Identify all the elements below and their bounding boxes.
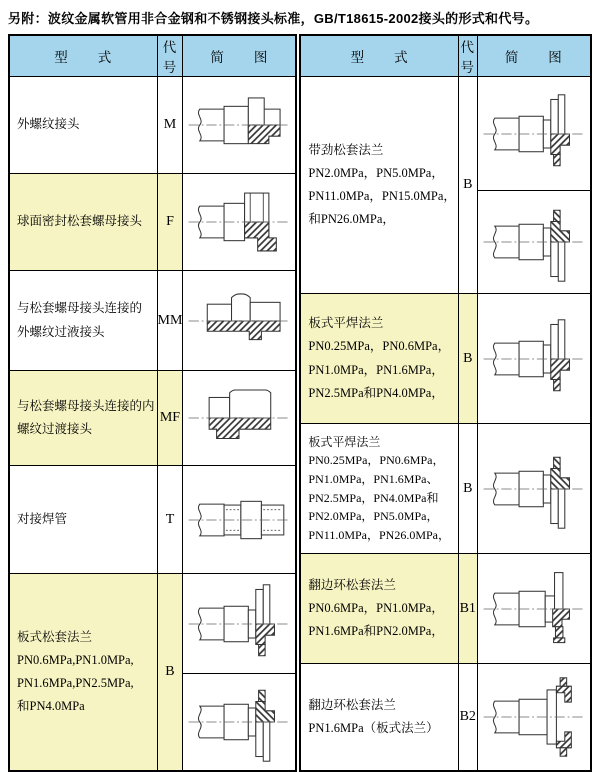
code-label: T [157, 466, 183, 574]
header-row [9, 35, 296, 77]
type-cell [9, 174, 157, 271]
collar-flange-b2-diagram [478, 675, 590, 759]
type-cell [300, 554, 458, 664]
header-code: 代号 [157, 35, 183, 77]
diagram-cell [183, 371, 297, 466]
male-thread-fitting-diagram [183, 83, 295, 167]
flange-up-diagram [183, 582, 295, 666]
header-type: 型 式 [300, 35, 458, 77]
type-label-line: PN11.0MPa，PN26.0MPa， [308, 527, 450, 542]
diagram-cell [183, 466, 297, 574]
table-header [9, 35, 296, 77]
type-label-line: 板式平焊法兰 [308, 434, 381, 449]
flange-up-diagram [478, 317, 590, 401]
code-label: MF [157, 371, 183, 466]
diagram-cell [477, 424, 591, 554]
fitting-table-left [8, 34, 297, 772]
double-male-adapter-diagram [183, 279, 295, 363]
diagram-cell [183, 574, 297, 674]
type-label-line: 对接焊管 [17, 511, 68, 526]
page-title: 另附：波纹金属软管用非合金钢和不锈钢接头标准，GB/T18615-2002接头的形式和代号。 [8, 11, 539, 26]
diagram-cell [183, 674, 297, 771]
type-label-line: PN2.0MPa，PN5.0MPa， [308, 165, 444, 180]
table-row [300, 664, 591, 771]
diagram-cell [477, 77, 591, 191]
type-label-line: PN2.0MPa，PN5.0MPa， [308, 509, 439, 524]
flange-down-diagram [183, 680, 295, 764]
table-row [9, 77, 296, 174]
type-label-line: 板式平焊法兰 [308, 316, 384, 331]
table-row [9, 371, 296, 466]
table-row [300, 77, 591, 191]
type-cell [300, 294, 458, 424]
type-label-line: PN2.5MPa和PN4.0MPa， [308, 385, 444, 400]
loose-nut-fitting-diagram [183, 180, 295, 264]
type-label-line: PN0.25MPa，PN0.6MPa， [308, 339, 451, 354]
code-label: B2 [458, 664, 477, 771]
type-cell [9, 574, 157, 771]
table-row [9, 271, 296, 371]
type-label-line: PN2.5MPa，PN4.0MPa和 [308, 490, 439, 505]
header-row [300, 35, 591, 77]
butt-weld-pipe-diagram [183, 478, 295, 562]
type-label-line: PN0.6MPa,PN1.0MPa, [17, 652, 134, 667]
diagram-cell [183, 174, 297, 271]
header-type: 型 式 [9, 35, 157, 77]
table-row [9, 466, 296, 574]
collar-flange-b1-diagram [478, 567, 590, 651]
flange-down-diagram [478, 200, 590, 284]
type-label-line: PN0.25MPa，PN0.6MPa， [308, 453, 445, 468]
type-label-line: 和PN4.0MPa [17, 698, 85, 713]
type-label-line: PN1.0MPa，PN1.6MPa、 [308, 471, 439, 486]
diagram-cell [477, 664, 591, 771]
header-diagram: 简 图 [183, 35, 297, 77]
table-header [300, 35, 591, 77]
type-label-line: PN1.6MPa（板式法兰） [308, 720, 439, 735]
type-label-line: 翻边环松套法兰 [308, 577, 396, 592]
type-label-line: 与松套螺母接头连接的 [17, 301, 143, 316]
type-cell [300, 77, 458, 294]
code-label: F [157, 174, 183, 271]
type-cell [9, 466, 157, 574]
flange-down-diagram [478, 447, 590, 531]
code-label: B [458, 424, 477, 554]
type-label-line: 与松套螺母接头连接的内 [17, 398, 155, 413]
type-label-line: 带劲松套法兰 [308, 142, 384, 157]
tables-container [0, 34, 600, 772]
type-label-line: 板式松套法兰 [17, 629, 93, 644]
type-label-line: PN0.6MPa，PN1.0MPa， [308, 600, 444, 615]
male-female-adapter-diagram [183, 376, 295, 460]
type-label-line: 螺纹过渡接头 [17, 422, 93, 436]
code-label: B1 [458, 554, 477, 664]
diagram-cell [477, 191, 591, 294]
header-diagram: 简 图 [477, 35, 591, 77]
type-cell [300, 424, 458, 554]
type-label-line: PN1.0MPa，PN1.6MPa， [308, 362, 444, 377]
type-cell [9, 271, 157, 371]
type-label-line: 外螺纹过液接头 [17, 324, 105, 339]
code-label: B [458, 294, 477, 424]
code-label: B [157, 574, 183, 771]
table-row [9, 174, 296, 271]
table-row [300, 554, 591, 664]
type-cell [9, 77, 157, 174]
table-body [9, 77, 296, 771]
diagram-cell [183, 77, 297, 174]
code-label: B [458, 77, 477, 294]
header-code: 代号 [458, 35, 477, 77]
code-label: M [157, 77, 183, 174]
type-cell [9, 371, 157, 466]
code-label: MM [157, 271, 183, 371]
table-row [9, 574, 296, 674]
type-cell [300, 664, 458, 771]
diagram-cell [183, 271, 297, 371]
table-row [300, 424, 591, 554]
type-label-line: 翻边环松套法兰 [308, 697, 396, 712]
table-body [300, 77, 591, 771]
type-label-line: 球面密封松套螺母接头 [17, 214, 143, 229]
diagram-cell [477, 294, 591, 424]
table-row [300, 294, 591, 424]
type-label-line: PN11.0MPa，PN15.0MPa， [308, 189, 456, 203]
type-label-line: 和PN26.0MPa， [308, 212, 395, 227]
type-label-line: PN1.6MPa,PN2.5MPa, [17, 675, 134, 690]
type-label-line: PN1.6MPa和PN2.0MPa， [308, 624, 444, 639]
type-label-line: 外螺纹接头 [17, 117, 80, 132]
flange-up-diagram [478, 92, 590, 176]
diagram-cell [477, 554, 591, 664]
fitting-table-right [299, 34, 592, 772]
